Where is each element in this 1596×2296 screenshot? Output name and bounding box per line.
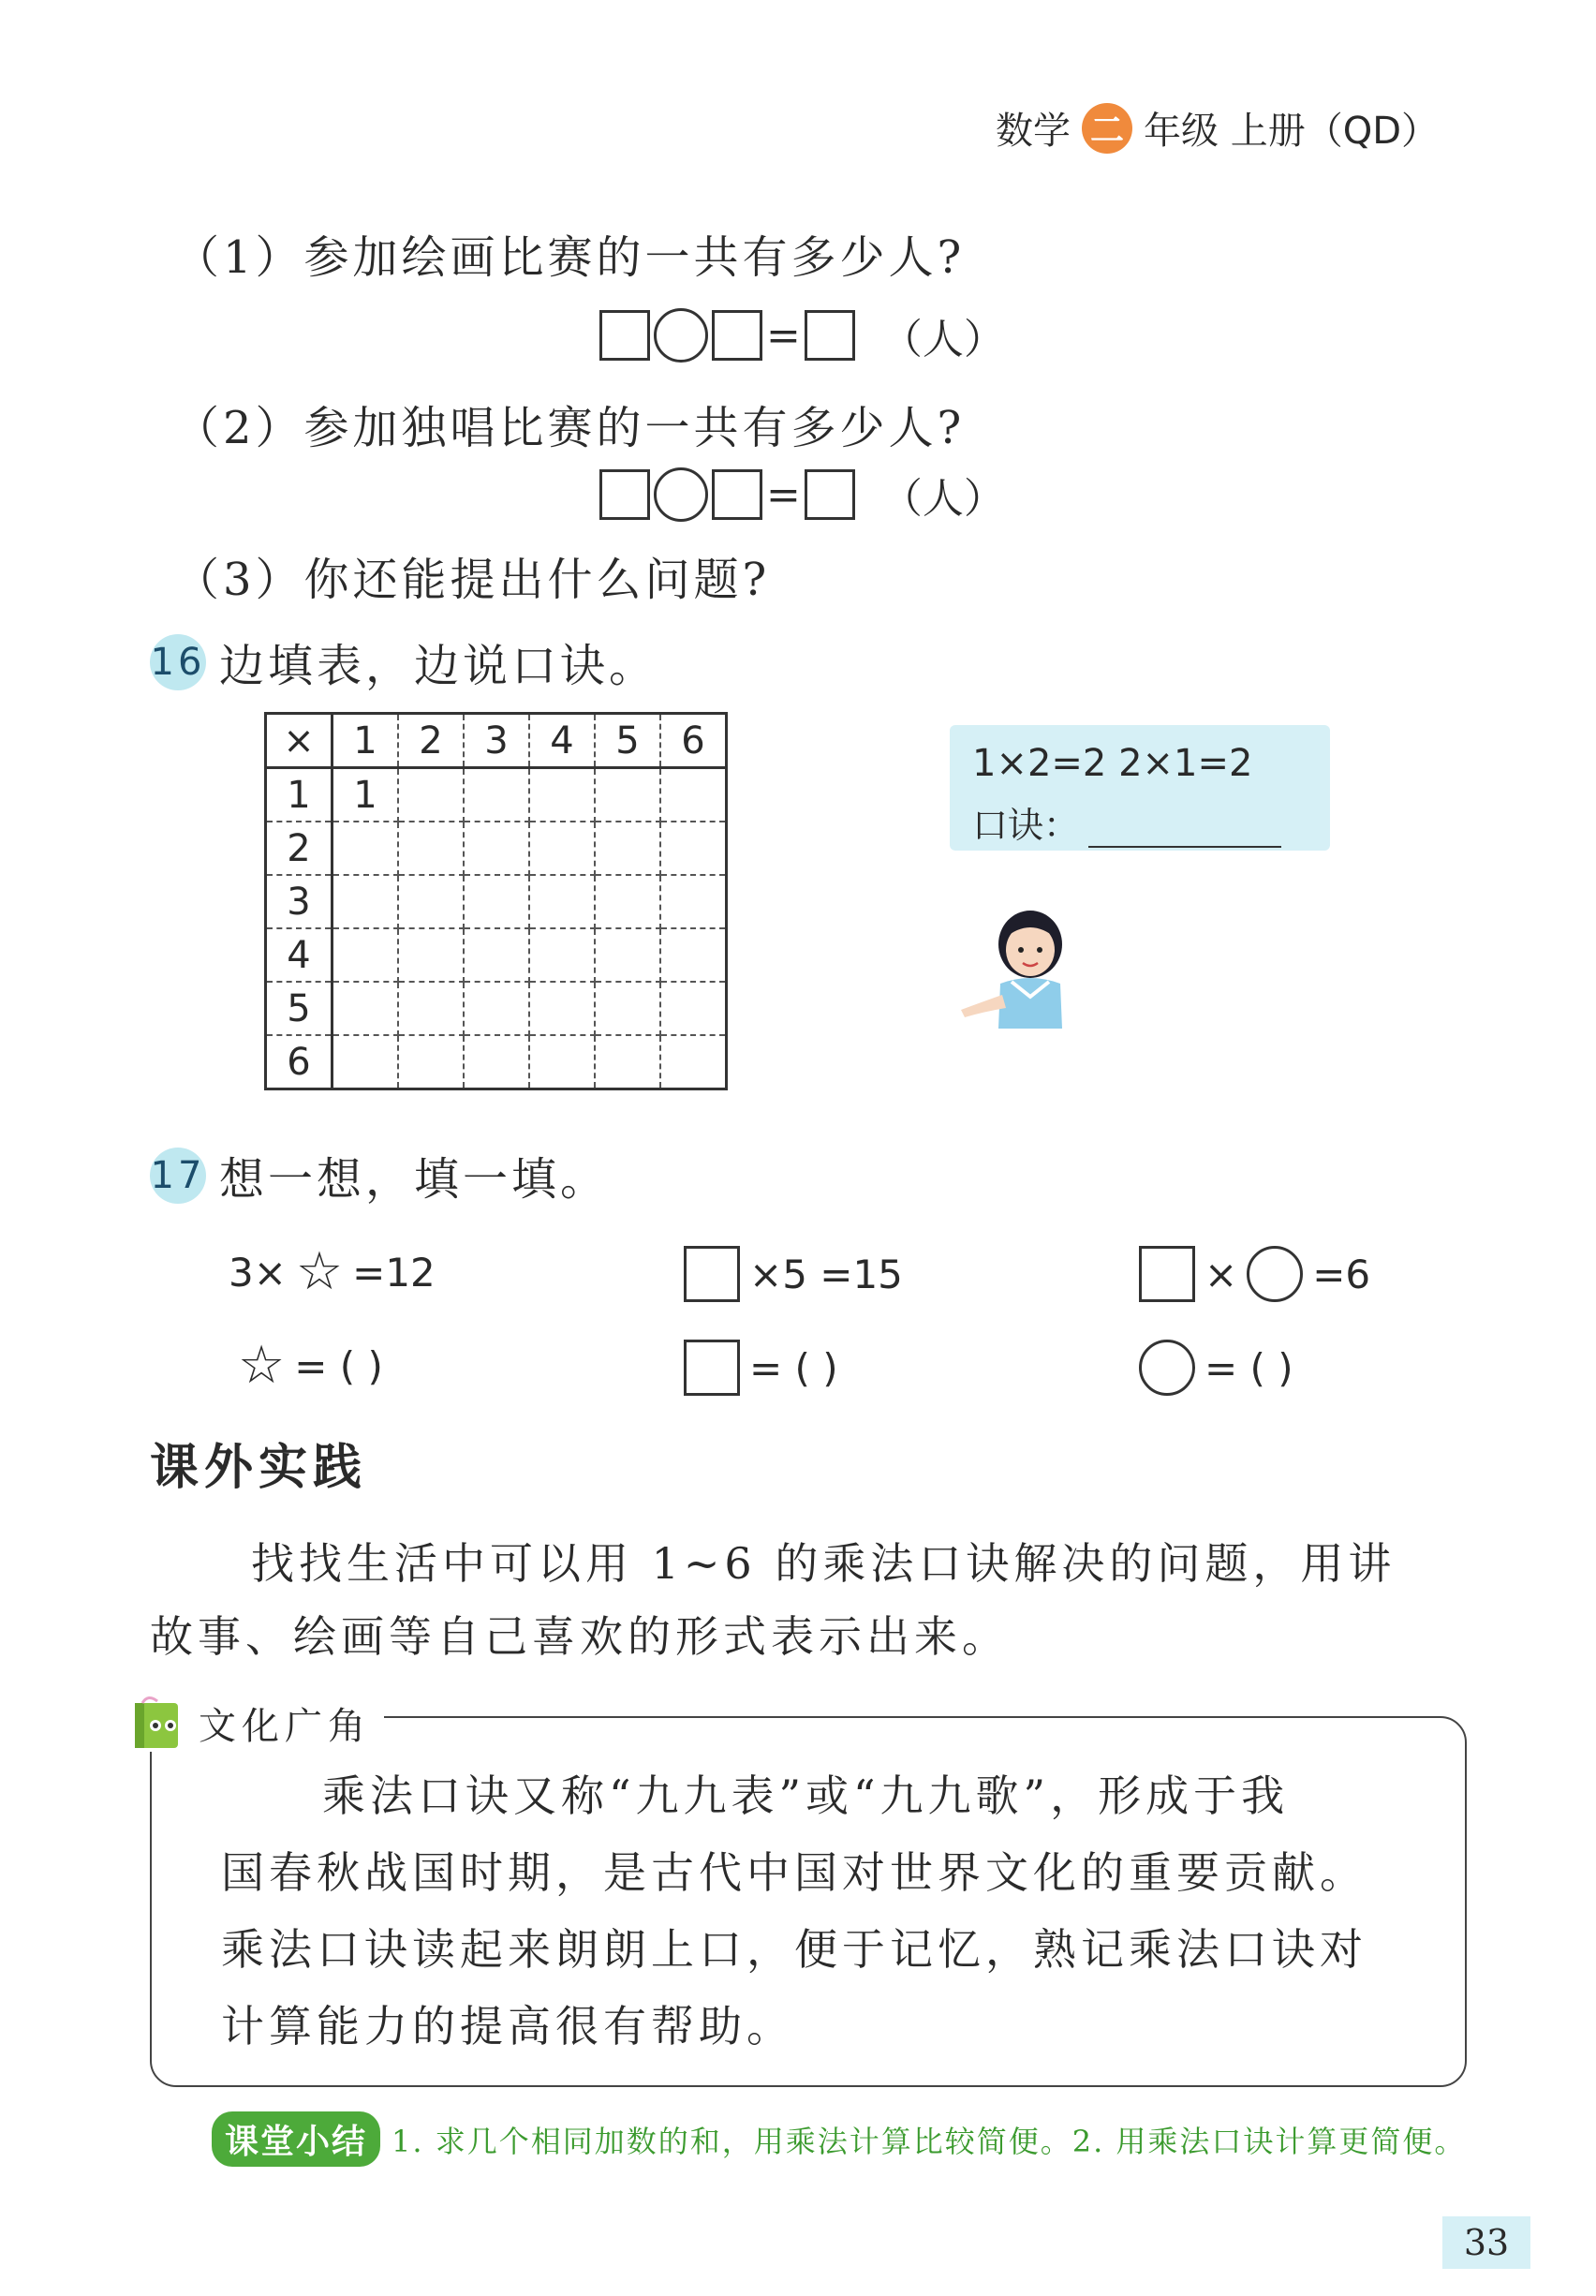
square-placeholder bbox=[684, 1340, 740, 1396]
grade-badge: 二 bbox=[1082, 103, 1132, 154]
table-header-cell: 3 bbox=[464, 714, 529, 768]
table-row bbox=[266, 1035, 727, 1089]
summary-badge: 课堂小结 bbox=[212, 2111, 380, 2167]
task-number-badge: 17 bbox=[150, 1148, 206, 1204]
table-cell[interactable] bbox=[332, 928, 399, 982]
table-row bbox=[266, 875, 727, 928]
answer-box[interactable] bbox=[599, 469, 650, 520]
table-cell[interactable] bbox=[595, 928, 660, 982]
equation-row-1 bbox=[599, 305, 1005, 365]
result-box[interactable] bbox=[805, 310, 855, 361]
table-cell[interactable] bbox=[660, 1035, 727, 1089]
question-part-3: （3）你还能提出什么问题? bbox=[174, 554, 771, 606]
culture-header bbox=[129, 1694, 384, 1752]
star-icon: ☆ bbox=[295, 1241, 344, 1302]
hint-example: 1×2=2 2×1=2 bbox=[972, 742, 1253, 785]
result-box[interactable] bbox=[805, 469, 855, 520]
task-number-badge: 16 bbox=[150, 634, 206, 690]
table-cell[interactable] bbox=[595, 875, 660, 928]
equation-part: 3× bbox=[229, 1249, 287, 1296]
table-header-cell: 5 bbox=[595, 714, 660, 768]
culture-text bbox=[221, 1757, 1439, 2065]
table-header-cell: 2 bbox=[266, 822, 332, 875]
equation-part: × bbox=[1204, 1251, 1238, 1297]
table-cell[interactable] bbox=[332, 1035, 399, 1089]
table-cell[interactable] bbox=[464, 982, 529, 1035]
unit-label: （人） bbox=[880, 475, 1005, 523]
table-header-cell: 4 bbox=[266, 928, 332, 982]
answer-blank[interactable]: = ( ) bbox=[1204, 1344, 1293, 1391]
summary-text: 1. 求几个相同加数的和，用乘法计算比较简便。2. 用乘法口诀计算更简便。 bbox=[392, 2123, 1467, 2159]
table-cell[interactable] bbox=[398, 928, 464, 982]
page-number: 33 bbox=[1442, 2216, 1530, 2269]
task-title-text: 想一想，填一填。 bbox=[219, 1153, 610, 1206]
table-cell[interactable] bbox=[595, 1035, 660, 1089]
square-placeholder[interactable] bbox=[684, 1246, 740, 1302]
culture-line: 国春秋战国时期，是古代中国对世界文化的重要贡献。 bbox=[221, 1847, 1367, 1898]
table-cell[interactable] bbox=[332, 875, 399, 928]
star-answer bbox=[238, 1335, 383, 1396]
table-cell[interactable] bbox=[595, 822, 660, 875]
table-row bbox=[266, 822, 727, 875]
mnemonic-label: 口诀： bbox=[972, 805, 1080, 846]
equals-sign: = bbox=[766, 470, 801, 519]
book-icon bbox=[129, 1694, 185, 1752]
circle-answer bbox=[1139, 1340, 1293, 1396]
table-cell[interactable] bbox=[464, 768, 529, 822]
table-header-cell: 5 bbox=[266, 982, 332, 1035]
table-header-row bbox=[266, 714, 727, 768]
exercise-star-equation bbox=[229, 1241, 436, 1302]
table-cell[interactable]: 1 bbox=[332, 768, 399, 822]
table-cell[interactable] bbox=[398, 875, 464, 928]
table-header-cell: 4 bbox=[529, 714, 595, 768]
table-cell[interactable] bbox=[660, 822, 727, 875]
table-cell[interactable] bbox=[660, 928, 727, 982]
table-cell[interactable] bbox=[529, 928, 595, 982]
equation-part: ×5 =15 bbox=[749, 1251, 903, 1297]
equation-row-2 bbox=[599, 465, 1005, 525]
section-paragraph-line1: 找找生活中可以用 1~6 的乘法口诀解决的问题，用讲 bbox=[251, 1538, 1396, 1589]
culture-title: 文化广角 bbox=[199, 1704, 371, 1748]
mnemonic-blank[interactable] bbox=[1088, 808, 1281, 848]
table-header-cell: × bbox=[266, 714, 332, 768]
equation-part: =12 bbox=[352, 1249, 436, 1296]
class-summary bbox=[212, 2111, 1466, 2167]
table-header-cell: 6 bbox=[266, 1035, 332, 1089]
table-cell[interactable] bbox=[595, 768, 660, 822]
table-cell[interactable] bbox=[464, 875, 529, 928]
table-row bbox=[266, 982, 727, 1035]
answer-box[interactable] bbox=[712, 469, 762, 520]
table-cell[interactable] bbox=[529, 822, 595, 875]
section-paragraph-line2: 故事、绘画等自己喜欢的形式表示出来。 bbox=[150, 1611, 1010, 1662]
table-cell[interactable] bbox=[660, 982, 727, 1035]
equation-part: =6 bbox=[1312, 1251, 1371, 1297]
table-header-cell: 1 bbox=[266, 768, 332, 822]
task-16-title bbox=[150, 630, 658, 694]
page-header bbox=[996, 101, 1439, 155]
question-part-2: （2）参加独唱比赛的一共有多少人? bbox=[174, 402, 966, 454]
exercise-square-equation bbox=[684, 1246, 903, 1302]
grade-label: 年级 上册（QD） bbox=[1144, 110, 1439, 153]
table-row bbox=[266, 768, 727, 822]
table-cell[interactable] bbox=[464, 1035, 529, 1089]
table-cell[interactable] bbox=[529, 982, 595, 1035]
star-icon: ☆ bbox=[238, 1335, 286, 1396]
table-cell[interactable] bbox=[529, 875, 595, 928]
answer-blank[interactable]: = ( ) bbox=[749, 1344, 838, 1391]
circle-placeholder bbox=[1139, 1340, 1195, 1396]
section-title: 课外实践 bbox=[150, 1440, 368, 1496]
table-cell[interactable] bbox=[529, 1035, 595, 1089]
unit-label: （人） bbox=[880, 316, 1005, 363]
answer-box[interactable] bbox=[599, 310, 650, 361]
table-header-cell: 2 bbox=[398, 714, 464, 768]
multiplication-table bbox=[264, 712, 728, 1090]
culture-line: 乘法口诀又称“九九表”或“九九歌”，形成于我 bbox=[322, 1770, 1290, 1821]
operator-circle[interactable] bbox=[654, 308, 708, 363]
table-cell[interactable] bbox=[332, 982, 399, 1035]
operator-circle[interactable] bbox=[654, 467, 708, 522]
table-cell[interactable] bbox=[595, 982, 660, 1035]
table-cell[interactable] bbox=[398, 1035, 464, 1089]
table-cell[interactable] bbox=[464, 928, 529, 982]
table-header-cell: 1 bbox=[332, 714, 399, 768]
table-header-cell: 6 bbox=[660, 714, 727, 768]
task-17-title bbox=[150, 1143, 609, 1207]
table-row bbox=[266, 928, 727, 982]
question-part-1: （1）参加绘画比赛的一共有多少人? bbox=[174, 231, 966, 284]
square-placeholder[interactable] bbox=[1139, 1246, 1195, 1302]
table-cell[interactable] bbox=[398, 822, 464, 875]
table-cell[interactable] bbox=[529, 768, 595, 822]
table-cell[interactable] bbox=[660, 875, 727, 928]
subject-label: 数学 bbox=[996, 110, 1071, 153]
table-cell[interactable] bbox=[332, 822, 399, 875]
culture-line: 计算能力的提高很有帮助。 bbox=[221, 2001, 794, 2052]
equals-sign: = bbox=[766, 311, 801, 360]
task-title-text: 边填表，边说口诀。 bbox=[219, 640, 658, 692]
hint-box bbox=[950, 725, 1330, 851]
exercise-circle-equation bbox=[1139, 1246, 1370, 1302]
table-header-cell: 3 bbox=[266, 875, 332, 928]
table-cell[interactable] bbox=[398, 768, 464, 822]
table-cell[interactable] bbox=[398, 982, 464, 1035]
circle-placeholder[interactable] bbox=[1247, 1246, 1303, 1302]
table-cell[interactable] bbox=[464, 822, 529, 875]
culture-line: 乘法口诀读起来朗朗上口，便于记忆，熟记乘法口诀对 bbox=[221, 1924, 1367, 1975]
answer-box[interactable] bbox=[712, 310, 762, 361]
mnemonic-line bbox=[972, 796, 1308, 848]
table-cell[interactable] bbox=[660, 768, 727, 822]
answer-blank[interactable]: = ( ) bbox=[294, 1342, 383, 1389]
square-answer bbox=[684, 1340, 838, 1396]
girl-illustration bbox=[957, 907, 1070, 1038]
